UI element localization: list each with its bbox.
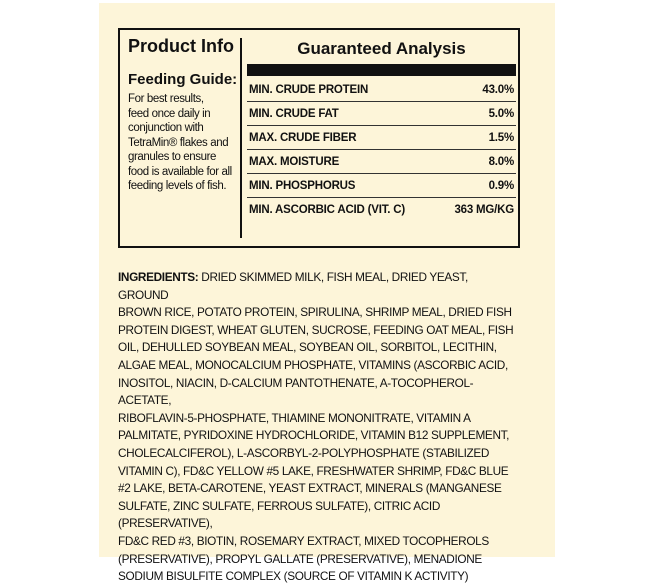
feeding-guide-title: Feeding Guide: (128, 71, 238, 88)
analysis-value: 1.5% (488, 131, 514, 144)
ingredients-block (118, 269, 520, 586)
analysis-value: 0.9% (488, 179, 514, 192)
analysis-value: 5.0% (488, 107, 514, 120)
analysis-label: MAX. MOISTURE (249, 155, 340, 168)
analysis-label: MIN. CRUDE FAT (249, 107, 339, 120)
analysis-title: Guaranteed Analysis (297, 39, 466, 58)
ingredients-label: INGREDIENTS: (118, 270, 199, 284)
product-info-title: Product Info (128, 36, 234, 56)
analysis-row (247, 78, 516, 102)
analysis-row (247, 174, 516, 198)
analysis-header-bar (247, 64, 516, 76)
analysis-row (247, 198, 516, 221)
analysis-value: 8.0% (488, 155, 514, 168)
info-box (118, 28, 520, 248)
analysis-label: MAX. CRUDE FIBER (249, 131, 357, 144)
analysis-label: MIN. PHOSPHORUS (249, 179, 356, 192)
ingredients-text: DRIED SKIMMED MILK, FISH MEAL, DRIED YEAST, GROUND BROWN RICE, POTATO PROTEIN, SPIRULINA, SHRIMP MEAL, DRIED FISH PROTEIN DIGEST, WHEAT GLUTEN, SUCROSE, FEEDING OAT MEAL, FISH OIL, DEHULLED SOYBEAN MEAL, SOYBEAN OIL, SORBITOL, LECITHIN, ALGAE MEAL, MONOCALCIUM PHOSPHATE, VITAMINS (ASCORBIC ACID, INOSITOL, NIACIN, D-CALCIUM PANTOTHENATE, A-TOCOPHEROL-ACETATE, RIBOFLAVIN-5-PHOSPHATE, THIAMINE MONONITRATE, VITAMIN A PALMITATE, PYRIDOXINE HYDROCHLORIDE, VITAMIN B12 SUPPLEMENT, CHOLECALCIFEROL), L-ASCORBYL-2-POLYPHOSPHATE (STABILIZED VITAMIN C), FD&C YELLOW #5 LAKE, FRESHWATER SHRIMP, FD&C BLUE #2 LAKE, BETA-CAROTENE, YEAST EXTRACT, MINERALS (MANGANESE SULFATE, ZINC SULFATE, FERROUS SULFATE), CITRIC ACID (PRESERVATIVE), FD&C RED #3, BIOTIN, ROSEMARY EXTRACT, MIXED TOCOPHEROLS (PRESERVATIVE), PROPYL GALLATE (PRESERVATIVE), MENADIONE SODIUM BISULFITE COMPLEX (SOURCE OF VITAMIN K ACTIVITY) (118, 270, 514, 584)
analysis-value: 363 MG/KG (454, 203, 514, 216)
analysis-label: MIN. ASCORBIC ACID (VIT. C) (249, 203, 406, 216)
column-divider (240, 38, 242, 238)
product-info-column (128, 36, 238, 194)
guaranteed-analysis (247, 36, 516, 221)
analysis-value: 43.0% (482, 83, 514, 96)
analysis-label: MIN. CRUDE PROTEIN (249, 83, 369, 96)
analysis-row (247, 102, 516, 126)
analysis-row (247, 126, 516, 150)
feeding-guide-text: For best results, feed once daily in conjunction with TetraMin® flakes and granules to ensure food is available for all feeding levels of fish. (128, 93, 232, 192)
analysis-row (247, 150, 516, 174)
